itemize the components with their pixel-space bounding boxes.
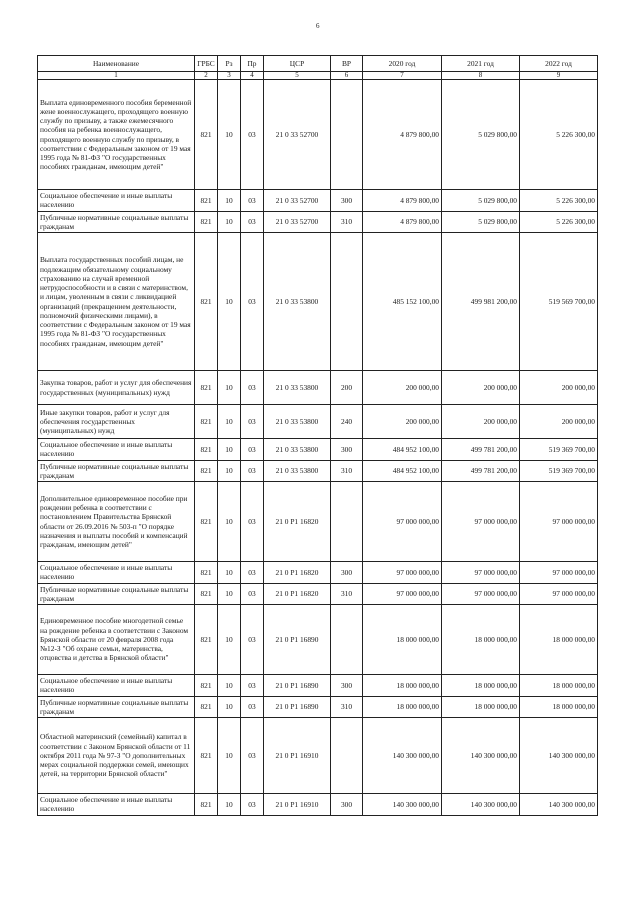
row-name: Областной материнский (семейный) капитал в соответствии с Законом Брянской области от 11 октября 2011 года № 97-З "О дополнительных мерах социальной поддержки семей, имеющих детей, на территории Брянской области" <box>38 718 195 794</box>
row-2022: 200 000,00 <box>520 405 598 439</box>
row-2022: 519 369 700,00 <box>520 439 598 461</box>
row-2020: 18 000 000,00 <box>363 605 442 675</box>
row-grbs: 821 <box>195 405 218 439</box>
row-2022: 519 569 700,00 <box>520 233 598 371</box>
row-2022: 5 226 300,00 <box>520 80 598 190</box>
header-pr: Пр <box>241 56 264 72</box>
row-pr: 03 <box>241 371 264 405</box>
row-rz: 10 <box>218 190 241 212</box>
row-grbs: 821 <box>195 80 218 190</box>
row-name: Публичные нормативные социальные выплаты гражданам <box>38 583 195 605</box>
row-grbs: 821 <box>195 675 218 697</box>
row-name: Социальное обеспечение и иные выплаты населению <box>38 675 195 697</box>
table-row <box>38 482 598 562</box>
row-pr: 03 <box>241 605 264 675</box>
row-2022: 97 000 000,00 <box>520 482 598 562</box>
row-rz: 10 <box>218 583 241 605</box>
row-2022: 18 000 000,00 <box>520 696 598 718</box>
row-name: Выплата единовременного пособия беременной жене военнослужащего, проходящего военную службу по призыву, а также ежемесячного пособия на ребенка военнослужащего, проходящего военную службу по призыву, в соответствии с Федеральным законом от 19 мая 1995 года № 81-ФЗ "О государственных пособиях гражданам, имеющим детей" <box>38 80 195 190</box>
row-rz: 10 <box>218 675 241 697</box>
row-csr: 21 0 33 53800 <box>264 439 331 461</box>
row-pr: 03 <box>241 233 264 371</box>
row-pr: 03 <box>241 211 264 233</box>
row-2022: 519 369 700,00 <box>520 460 598 482</box>
row-2020: 4 879 800,00 <box>363 211 442 233</box>
row-pr: 03 <box>241 190 264 212</box>
row-name: Иные закупки товаров, работ и услуг для обеспечения государственных (муниципальных) нужд <box>38 405 195 439</box>
row-2021: 200 000,00 <box>442 371 520 405</box>
row-2020: 484 952 100,00 <box>363 460 442 482</box>
col-number: 1 <box>38 72 195 80</box>
table-row <box>38 718 598 794</box>
row-rz: 10 <box>218 233 241 371</box>
row-2021: 97 000 000,00 <box>442 482 520 562</box>
row-name: Публичные нормативные социальные выплаты гражданам <box>38 211 195 233</box>
row-2021: 499 781 200,00 <box>442 460 520 482</box>
col-number: 9 <box>520 72 598 80</box>
row-vr: 200 <box>331 371 363 405</box>
table-row <box>38 605 598 675</box>
row-grbs: 821 <box>195 482 218 562</box>
row-csr: 21 0 33 52700 <box>264 190 331 212</box>
row-pr: 03 <box>241 460 264 482</box>
col-number: 3 <box>218 72 241 80</box>
row-pr: 03 <box>241 675 264 697</box>
row-2021: 97 000 000,00 <box>442 562 520 584</box>
row-csr: 21 0 33 52700 <box>264 80 331 190</box>
row-2020: 485 152 100,00 <box>363 233 442 371</box>
table-row <box>38 405 598 439</box>
row-csr: 21 0 P1 16820 <box>264 562 331 584</box>
row-vr <box>331 718 363 794</box>
col-number: 2 <box>195 72 218 80</box>
row-vr: 310 <box>331 696 363 718</box>
row-grbs: 821 <box>195 460 218 482</box>
row-grbs: 821 <box>195 439 218 461</box>
row-grbs: 821 <box>195 696 218 718</box>
header-vr: ВР <box>331 56 363 72</box>
row-rz: 10 <box>218 482 241 562</box>
row-2021: 18 000 000,00 <box>442 675 520 697</box>
budget-table <box>37 55 598 816</box>
row-pr: 03 <box>241 794 264 816</box>
row-2022: 5 226 300,00 <box>520 190 598 212</box>
row-2020: 97 000 000,00 <box>363 583 442 605</box>
row-csr: 21 0 P1 16890 <box>264 605 331 675</box>
row-2020: 4 879 800,00 <box>363 80 442 190</box>
row-rz: 10 <box>218 718 241 794</box>
row-vr: 310 <box>331 583 363 605</box>
table-row <box>38 794 598 816</box>
header-2021: 2021 год <box>442 56 520 72</box>
table-row <box>38 233 598 371</box>
row-2022: 200 000,00 <box>520 371 598 405</box>
row-2021: 499 781 200,00 <box>442 439 520 461</box>
table-row <box>38 190 598 212</box>
row-2020: 97 000 000,00 <box>363 562 442 584</box>
row-rz: 10 <box>218 371 241 405</box>
header-rz: Рз <box>218 56 241 72</box>
row-vr: 300 <box>331 562 363 584</box>
row-name: Социальное обеспечение и иные выплаты населению <box>38 190 195 212</box>
table-row <box>38 80 598 190</box>
row-vr <box>331 605 363 675</box>
row-grbs: 821 <box>195 605 218 675</box>
table-row <box>38 675 598 697</box>
row-csr: 21 0 P1 16890 <box>264 696 331 718</box>
row-rz: 10 <box>218 696 241 718</box>
row-rz: 10 <box>218 439 241 461</box>
row-csr: 21 0 P1 16820 <box>264 482 331 562</box>
table-row <box>38 460 598 482</box>
row-grbs: 821 <box>195 211 218 233</box>
column-number-row <box>38 72 598 80</box>
row-2021: 18 000 000,00 <box>442 605 520 675</box>
row-name: Единовременное пособие многодетной семье на рождение ребенка в соответствии с Законом Брянской области от 20 февраля 2008 года №12-З "Об охране семьи, материнства, отцовства и детства в Брянской области" <box>38 605 195 675</box>
row-name: Выплата государственных пособий лицам, не подлежащим обязательному социальному страхованию на случай временной нетрудоспособности и в связи с материнством, и лицам, уволенным в связи с ликвидацией организаций (прекращением деятельности, полномочий физическими лицами), в соответствии с Федеральным законом от 19 мая 1995 года № 81-ФЗ "О государственных пособиях гражданам, имеющим детей" <box>38 233 195 371</box>
table-row <box>38 211 598 233</box>
row-2021: 5 029 800,00 <box>442 80 520 190</box>
row-pr: 03 <box>241 718 264 794</box>
row-name: Дополнительное единовременное пособие при рождении ребенка в соответствии с постановлением Правительства Брянской области от 26.09.2016 № 503-п "О порядке назначения и выплаты пособий и компенсаций гражданам, имеющим детей" <box>38 482 195 562</box>
row-rz: 10 <box>218 605 241 675</box>
table-row <box>38 562 598 584</box>
page-number: 6 <box>316 22 320 30</box>
row-vr: 240 <box>331 405 363 439</box>
row-grbs: 821 <box>195 583 218 605</box>
row-grbs: 821 <box>195 233 218 371</box>
row-name: Публичные нормативные социальные выплаты гражданам <box>38 696 195 718</box>
row-name: Социальное обеспечение и иные выплаты населению <box>38 439 195 461</box>
row-2021: 140 300 000,00 <box>442 718 520 794</box>
row-2020: 97 000 000,00 <box>363 482 442 562</box>
header-2020: 2020 год <box>363 56 442 72</box>
row-csr: 21 0 33 52700 <box>264 211 331 233</box>
row-2021: 5 029 800,00 <box>442 211 520 233</box>
row-vr: 310 <box>331 460 363 482</box>
row-rz: 10 <box>218 562 241 584</box>
row-2022: 97 000 000,00 <box>520 562 598 584</box>
col-number: 8 <box>442 72 520 80</box>
row-vr: 300 <box>331 675 363 697</box>
row-vr <box>331 482 363 562</box>
row-2021: 18 000 000,00 <box>442 696 520 718</box>
col-number: 6 <box>331 72 363 80</box>
row-grbs: 821 <box>195 190 218 212</box>
row-grbs: 821 <box>195 371 218 405</box>
row-vr <box>331 80 363 190</box>
col-number: 4 <box>241 72 264 80</box>
header-csr: ЦСР <box>264 56 331 72</box>
row-vr: 310 <box>331 211 363 233</box>
table-row <box>38 583 598 605</box>
row-grbs: 821 <box>195 718 218 794</box>
row-vr: 300 <box>331 190 363 212</box>
table-row <box>38 371 598 405</box>
row-name: Социальное обеспечение и иные выплаты населению <box>38 562 195 584</box>
row-csr: 21 0 P1 16910 <box>264 718 331 794</box>
row-2021: 200 000,00 <box>442 405 520 439</box>
row-name: Закупка товаров, работ и услуг для обеспечения государственных (муниципальных) нужд <box>38 371 195 405</box>
header-name: Наименование <box>38 56 195 72</box>
row-csr: 21 0 P1 16890 <box>264 675 331 697</box>
row-pr: 03 <box>241 482 264 562</box>
row-2021: 499 981 200,00 <box>442 233 520 371</box>
header-grbs: ГРБС <box>195 56 218 72</box>
row-rz: 10 <box>218 460 241 482</box>
row-2020: 4 879 800,00 <box>363 190 442 212</box>
table-row <box>38 439 598 461</box>
row-rz: 10 <box>218 211 241 233</box>
row-2020: 200 000,00 <box>363 405 442 439</box>
row-2022: 140 300 000,00 <box>520 794 598 816</box>
row-name: Публичные нормативные социальные выплаты гражданам <box>38 460 195 482</box>
row-2022: 18 000 000,00 <box>520 675 598 697</box>
row-2021: 5 029 800,00 <box>442 190 520 212</box>
header-row <box>38 56 598 72</box>
row-pr: 03 <box>241 80 264 190</box>
row-2020: 18 000 000,00 <box>363 675 442 697</box>
table-row <box>38 696 598 718</box>
row-2022: 18 000 000,00 <box>520 605 598 675</box>
row-rz: 10 <box>218 405 241 439</box>
row-name: Социальное обеспечение и иные выплаты населению <box>38 794 195 816</box>
row-csr: 21 0 33 53800 <box>264 233 331 371</box>
row-pr: 03 <box>241 405 264 439</box>
row-csr: 21 0 33 53800 <box>264 405 331 439</box>
row-rz: 10 <box>218 794 241 816</box>
row-pr: 03 <box>241 583 264 605</box>
row-2020: 200 000,00 <box>363 371 442 405</box>
row-vr: 300 <box>331 794 363 816</box>
row-csr: 21 0 33 53800 <box>264 460 331 482</box>
row-csr: 21 0 P1 16910 <box>264 794 331 816</box>
row-vr <box>331 233 363 371</box>
row-pr: 03 <box>241 439 264 461</box>
row-rz: 10 <box>218 80 241 190</box>
row-pr: 03 <box>241 696 264 718</box>
col-number: 5 <box>264 72 331 80</box>
row-2022: 97 000 000,00 <box>520 583 598 605</box>
row-2022: 140 300 000,00 <box>520 718 598 794</box>
row-2022: 5 226 300,00 <box>520 211 598 233</box>
row-grbs: 821 <box>195 562 218 584</box>
row-2020: 484 952 100,00 <box>363 439 442 461</box>
header-2022: 2022 год <box>520 56 598 72</box>
row-2020: 140 300 000,00 <box>363 794 442 816</box>
row-2021: 97 000 000,00 <box>442 583 520 605</box>
row-csr: 21 0 33 53800 <box>264 371 331 405</box>
row-2020: 140 300 000,00 <box>363 718 442 794</box>
row-pr: 03 <box>241 562 264 584</box>
col-number: 7 <box>363 72 442 80</box>
row-2020: 18 000 000,00 <box>363 696 442 718</box>
row-grbs: 821 <box>195 794 218 816</box>
row-vr: 300 <box>331 439 363 461</box>
row-2021: 140 300 000,00 <box>442 794 520 816</box>
row-csr: 21 0 P1 16820 <box>264 583 331 605</box>
